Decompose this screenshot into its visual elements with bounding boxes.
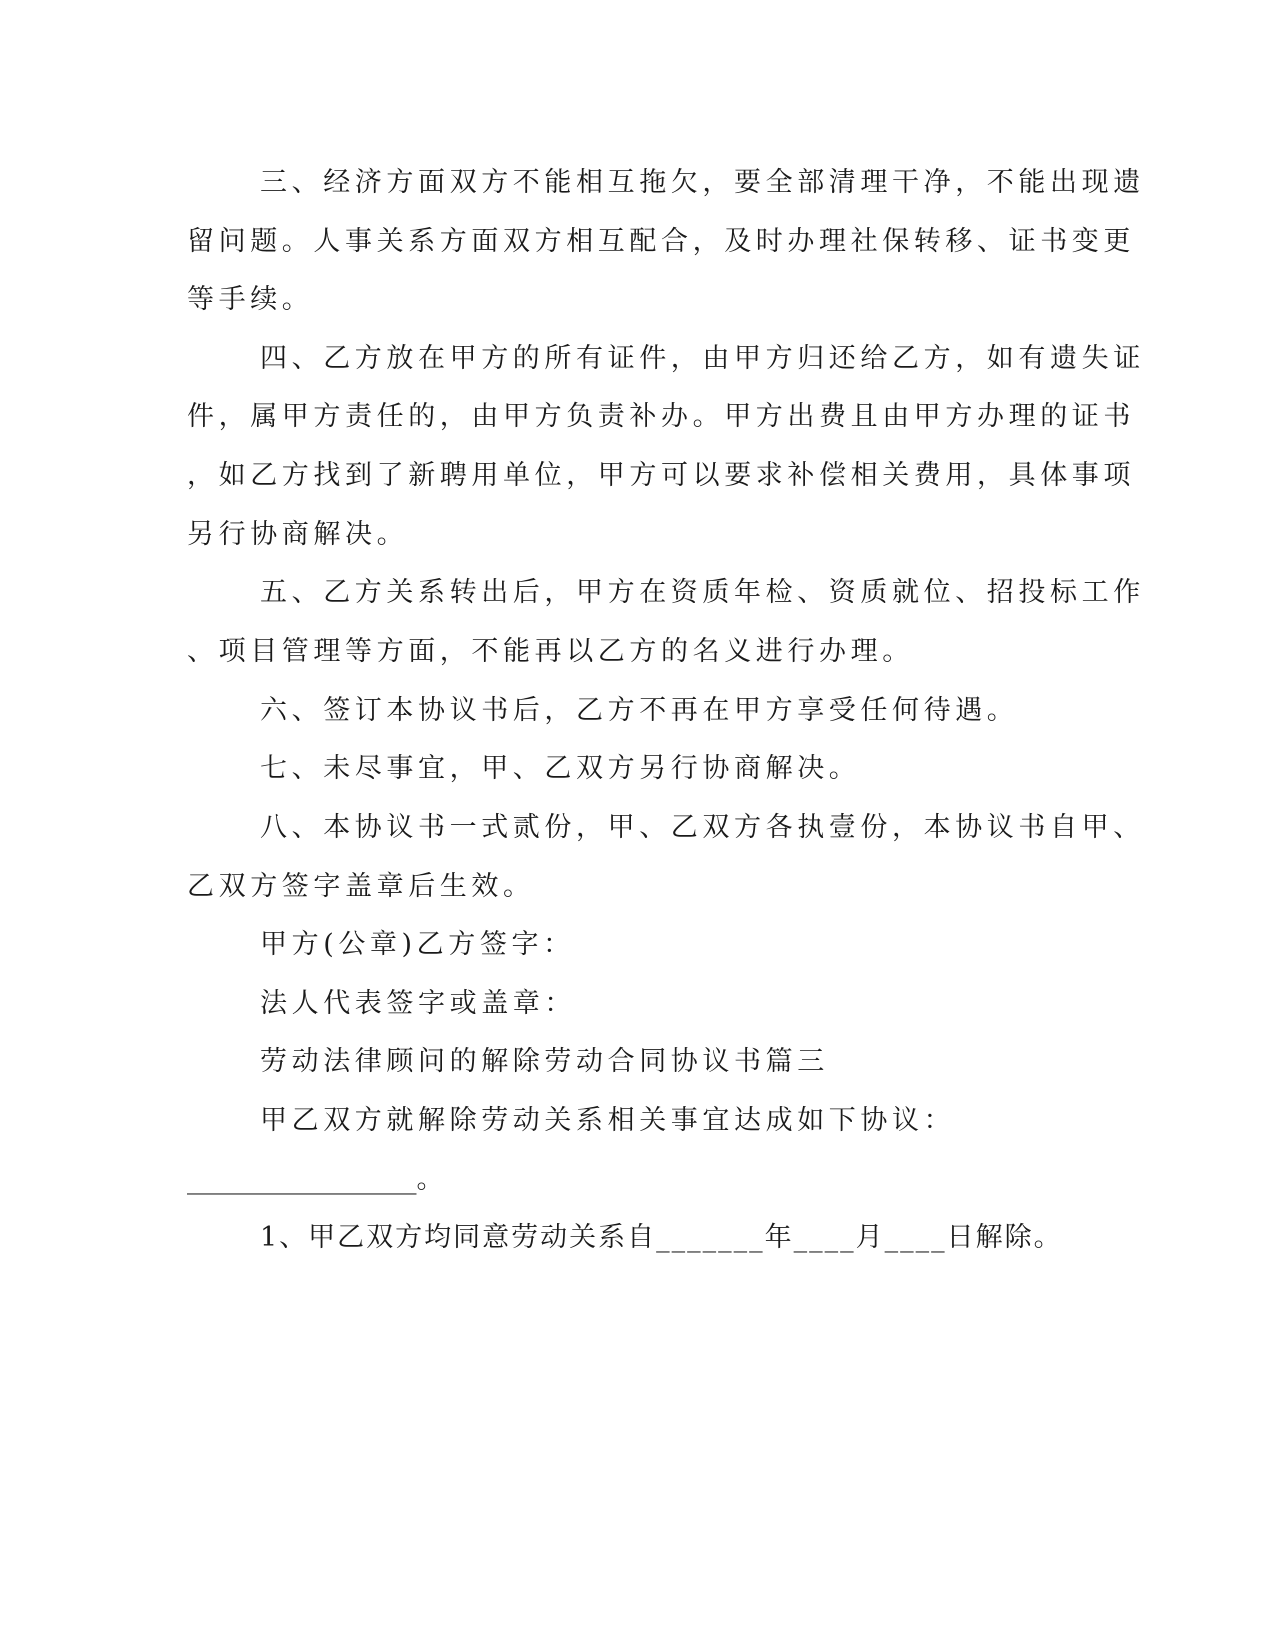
clause-3-line-2: 留问题。人事关系方面双方相互配合，及时办理社保转移、证书变更	[187, 226, 1135, 257]
item-1-termination-date: 1、甲乙双方均同意劳动关系自_______年____月____日解除。	[260, 1222, 1063, 1253]
clause-3-line-3: 等手续。	[187, 284, 314, 315]
clause-4-line-3: ，如乙方找到了新聘用单位，甲方可以要求补偿相关费用，具体事项	[187, 460, 1135, 491]
clause-6: 六、签订本协议书后，乙方不再在甲方享受任何待遇。	[260, 695, 1019, 726]
clause-4-line-4: 另行协商解决。	[187, 519, 409, 550]
clause-3-line-1: 三、经济方面双方不能相互拖欠，要全部清理干净，不能出现遗	[260, 167, 1145, 198]
clause-7: 七、未尽事宜，甲、乙双方另行协商解决。	[260, 753, 861, 784]
legal-representative-line: 法人代表签字或盖章：	[260, 988, 576, 1019]
agreement-intro: 甲乙双方就解除劳动关系相关事宜达成如下协议：	[260, 1105, 956, 1136]
clause-4-line-1: 四、乙方放在甲方的所有证件，由甲方归还给乙方，如有遗失证	[260, 343, 1145, 374]
clause-8-line-2: 乙双方签字盖章后生效。	[187, 871, 535, 902]
blank-fill-line: _________________。	[187, 1164, 444, 1195]
clause-8-line-1: 八、本协议书一式贰份，甲、乙双方各执壹份，本协议书自甲、	[260, 812, 1145, 843]
section-title: 劳动法律顾问的解除劳动合同协议书篇三	[260, 1046, 829, 1077]
clause-4-line-2: 件，属甲方责任的，由甲方负责补办。甲方出费且由甲方办理的证书	[187, 401, 1135, 432]
clause-5-line-2: 、项目管理等方面，不能再以乙方的名义进行办理。	[187, 636, 914, 667]
party-signature-line: 甲方(公章)乙方签字：	[260, 929, 575, 960]
clause-5-line-1: 五、乙方关系转出后，甲方在资质年检、资质就位、招投标工作	[260, 577, 1145, 608]
